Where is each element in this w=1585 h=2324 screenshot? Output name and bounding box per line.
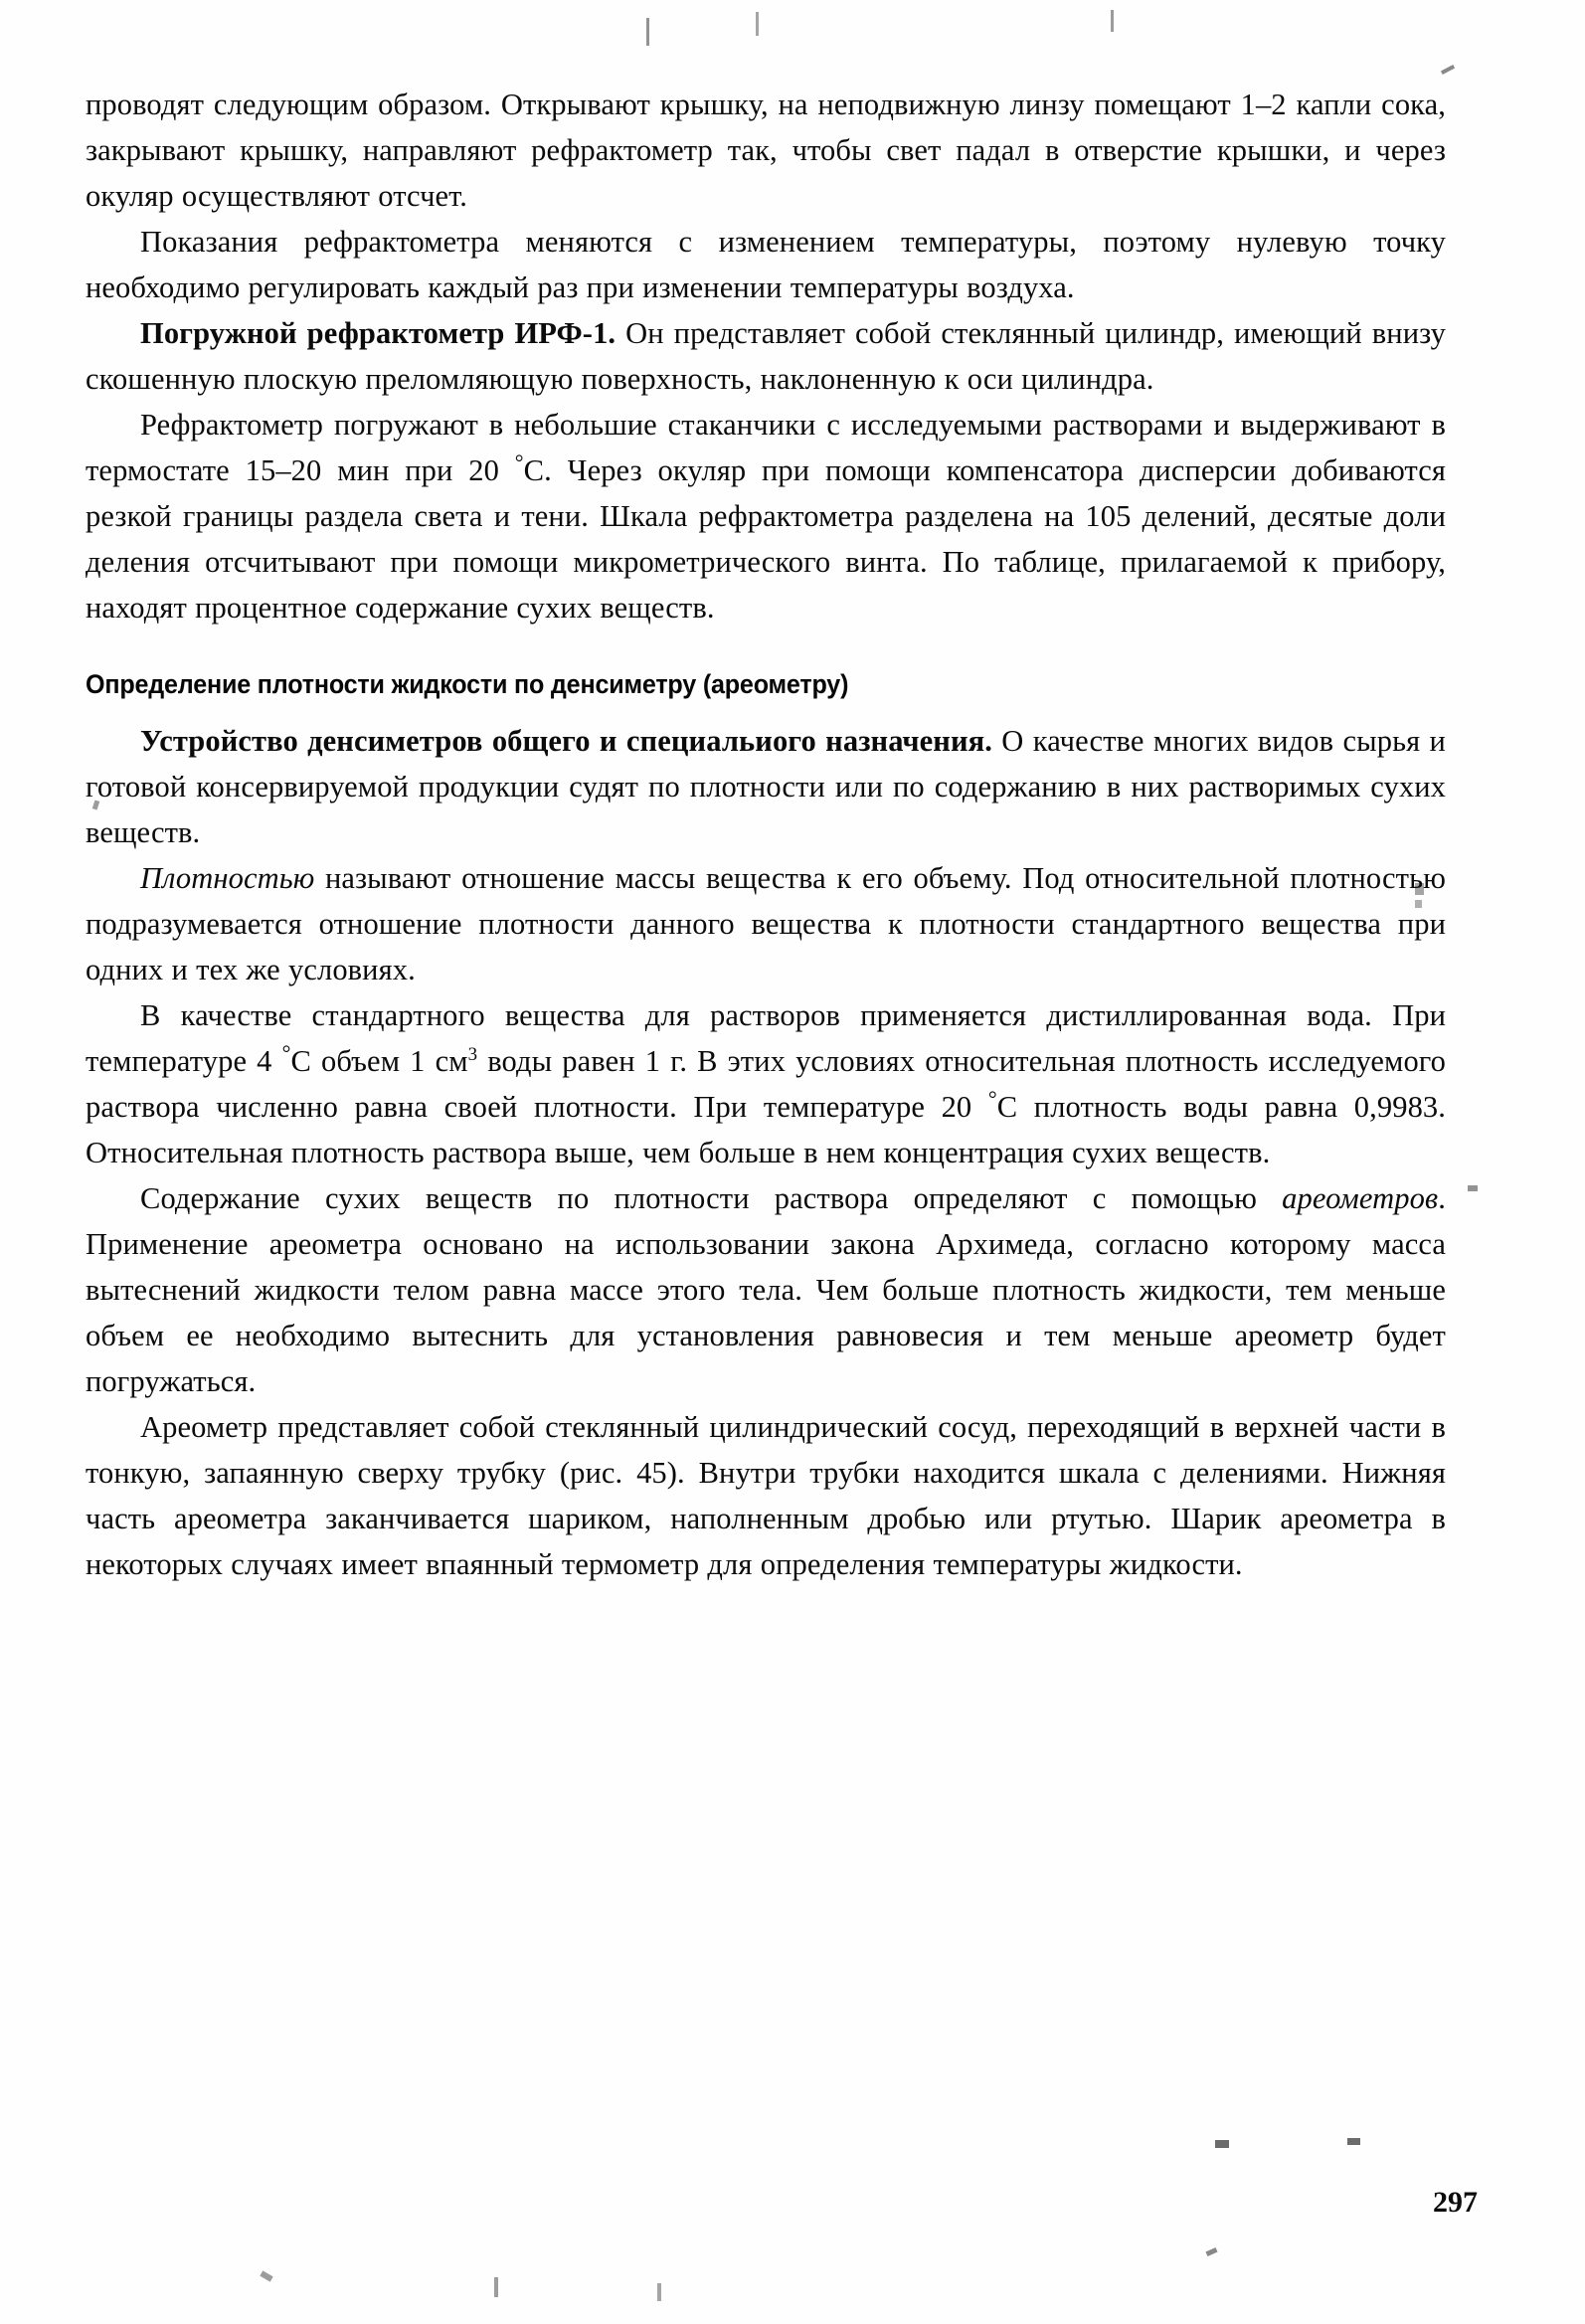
scan-artifact-speck (657, 2283, 661, 2301)
scan-artifact-speck (756, 12, 759, 36)
page-number: 297 (1433, 2186, 1478, 2219)
paragraph-text-part-a: Содержание сухих веществ по плотности раствора определяют с помощью (140, 1181, 1283, 1215)
scan-artifact-speck (1468, 1185, 1478, 1191)
paragraph-text-part-b: C объем 1 см (290, 1044, 468, 1078)
degree-symbol: ° (987, 1085, 997, 1111)
paragraph-text-part-d: C плотность воды равна 0,9983. Относительная плотность раствора выше, чем больше в нем концентрация сухих веществ. (86, 1090, 1446, 1169)
body-text-column (86, 82, 1446, 1587)
italic-lead-density: Плотностью (140, 861, 315, 895)
paragraph-densimeter-body: О качестве многих видов сырья и готовой консервируемой продукции судят по плотности или по содержанию в них растворимых сухих веществ. (86, 724, 1446, 849)
paragraph-continuation: проводят следующим образом. Открывают крышку, на неподвижную линзу помещают 1–2 капли сока, закрывают крышку, направляют рефрактометр так, чтобы свет падал в отверстие крышки, и через окуляр осуществляют отсчет. (86, 88, 1446, 213)
scan-artifact-speck (1347, 2138, 1360, 2145)
paragraph-density-body: называют отношение массы вещества к его объему. Под относительной плотностью подразумевается отношение плотности данного вещества к плотности стандартного вещества при одних и тех же условиях. (86, 861, 1446, 986)
paragraph-refractometer-temperature: Показания рефрактометра меняются с изменением температуры, поэтому нулевую точку необходимо регулировать каждый раз при изменении температуры воздуха. (86, 225, 1446, 304)
paragraph-archimedes-law (86, 1175, 1446, 1404)
paragraph-irf1-body: Он представляет собой стеклянный цилиндр, имеющий внизу скошенную плоскую преломляющую поверхность, наклоненную к оси цилиндра. (86, 316, 1446, 396)
scan-artifact-speck (494, 2277, 498, 2297)
paragraph-text-part-a: Рефрактометр погружают в небольшие стаканчики с исследуемыми растворами и выдерживают в термостате 15–20 мин при 20 (86, 408, 1446, 487)
paragraph-text-part-b: . Применение ареометра основано на использовании закона Архимеда, согласно которому масса вытеснений жидкости телом равна массе этого тела. Чем больше плотность жидкости, тем меньше объем ее необходимо вытеснить для установления равновесия и тем меньше ареометр будет погружаться. (86, 1181, 1446, 1398)
scan-artifact-speck (646, 18, 649, 46)
bold-lead-densimeter-design: Устройство денсиметров общего и специальиого назначения. (140, 724, 992, 758)
paragraph-densimeter-design (86, 718, 1446, 855)
paragraph-text-part-a: В качестве стандартного вещества для растворов применяется дистиллированная вода. При температуре 4 (86, 998, 1446, 1078)
italic-term-areometers: ареометров (1282, 1181, 1439, 1215)
scan-artifact-speck (1215, 2140, 1229, 2148)
scan-artifact-speck (260, 2270, 272, 2281)
section-heading-densimeter: Определение плотности жидкости по денсиметру (ареометру) (86, 669, 849, 699)
paragraph-standard-substance (86, 992, 1446, 1175)
degree-symbol: ° (514, 448, 524, 474)
paragraph-text-part-c: воды равен 1 г. В этих условиях относительная плотность исследуемого раствора численно равна своей плотности. При температуре 20 (86, 1044, 1447, 1124)
paragraph-text-part-b: C. Через окуляр при помощи компенсатора дисперсии добиваются резкой границы раздела света и тени. Шкала рефрактометра разделена на 105 делений, десятые доли деления отсчитывают при помощи микрометрического винта. По таблице, прилагаемой к прибору, находят процентное содержание сухих веществ. (86, 453, 1446, 625)
bold-lead-irf1: Погружной рефрактометр ИРФ-1. (140, 316, 616, 350)
paragraph-density-definition (86, 855, 1446, 992)
paragraph-refractometer-procedure (86, 402, 1446, 630)
paragraph-irf1-refractometer (86, 310, 1446, 402)
scan-artifact-speck (1111, 10, 1114, 32)
paragraph-areometer-description: Ареометр представляет собой стеклянный цилиндрический сосуд, переходящий в верхней части в тонкую, запаянную сверху трубку (рис. 45). Внутри трубки находится шкала с делениями. Нижняя часть ареометра заканчивается шариком, наполненным дробью или ртутью. Шарик ареометра в некоторых случаях имеет впаянный термометр для определения температуры жидкости. (86, 1410, 1446, 1581)
scan-artifact-speck (1205, 2247, 1217, 2256)
degree-symbol: ° (281, 1039, 291, 1065)
scan-artifact-speck (1441, 65, 1455, 75)
superscript-cubic: 3 (467, 1043, 478, 1065)
